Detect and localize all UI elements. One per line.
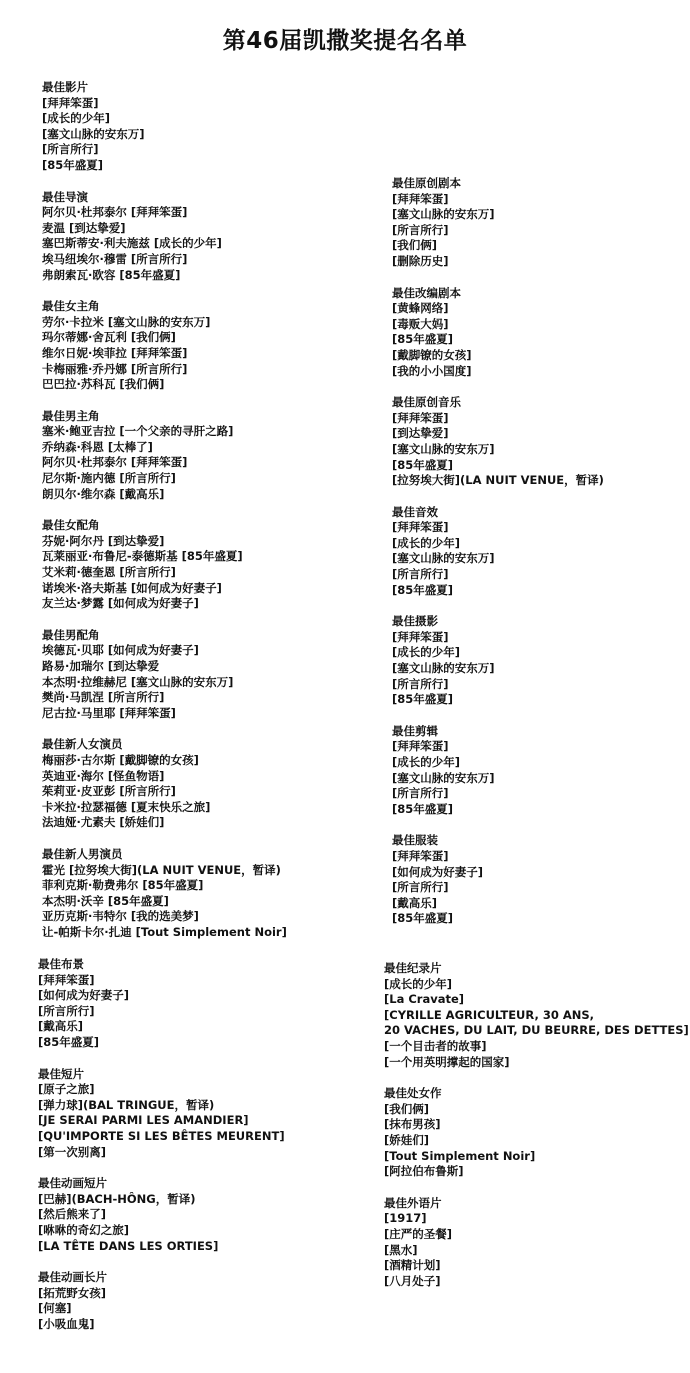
nominee-line: 茱莉亚·皮亚彭 [所言所行] <box>42 784 176 799</box>
nominee-line: [85年盛夏] <box>392 457 454 472</box>
nominee-line: 阿尔贝·杜邦泰尔 [拜拜笨蛋] <box>42 455 188 470</box>
nominee-line: 诺埃米·洛夫斯基 [如何成为好妻子] <box>42 580 222 595</box>
nominee-line: [成长的少年] <box>42 111 111 126</box>
category-title: 最佳原创音乐 <box>392 395 461 410</box>
award-category <box>392 505 604 599</box>
nominee-line: [黑水] <box>384 1242 418 1257</box>
nominee-line: [塞文山脉的安东万] <box>392 551 495 566</box>
category-title: 最佳音效 <box>392 504 438 519</box>
nominee-line: 瓦莱丽亚·布鲁尼-泰德斯基 [85年盛夏] <box>42 549 243 564</box>
nominee-line: [85年盛夏] <box>392 582 454 597</box>
nominee-line: [La Cravate] <box>384 992 465 1007</box>
nominee-line: 朗贝尔·维尔森 [戴高乐] <box>42 486 165 501</box>
category-title: 最佳改编剧本 <box>392 285 461 300</box>
award-category <box>38 1176 285 1254</box>
nominee-line: 艾米莉·德奎恩 [所言所行] <box>42 565 176 580</box>
nominee-line: [85年盛夏] <box>392 911 454 926</box>
nominee-line: [拜拜笨蛋] <box>392 191 449 206</box>
category-title: 最佳纪录片 <box>384 961 442 975</box>
nominee-line: [小吸血鬼] <box>38 1316 95 1331</box>
nominee-line: 樊尚·马凯涅 [所言所行] <box>42 690 165 705</box>
nominee-line: [所言所行] <box>392 567 449 582</box>
nominee-line: [戴脚镣的女孩] <box>392 347 472 362</box>
category-title: 最佳剪辑 <box>392 723 438 738</box>
category-title: 最佳女配角 <box>42 518 100 533</box>
category-title: 最佳新人男演员 <box>42 846 123 861</box>
nominee-line: [我们俩] <box>384 1101 430 1116</box>
award-category <box>38 957 285 1051</box>
nominee-line: [娇娃们] <box>384 1132 430 1147</box>
nominee-line: 阿尔贝·杜邦泰尔 [拜拜笨蛋] <box>42 205 188 220</box>
nominee-line: [塞文山脉的安东万] <box>392 770 495 785</box>
award-category <box>42 80 287 174</box>
award-category <box>42 299 287 393</box>
nominee-line: [所言所行] <box>392 786 449 801</box>
nominee-line: [戴高乐] <box>38 1019 84 1034</box>
nominee-line: [戴高乐] <box>392 895 438 910</box>
nominee-line: 让-帕斯卡尔·扎迪 [Tout Simplement Noir] <box>42 924 287 939</box>
nominee-line: [删除历史] <box>392 253 449 268</box>
nominee-line: [我的小小国度] <box>392 363 472 378</box>
category-title: 最佳服装 <box>392 833 438 848</box>
award-category <box>384 961 689 1070</box>
nominee-line: 本杰明·沃辛 [85年盛夏] <box>42 893 169 908</box>
nominee-line: [黄蜂网络] <box>392 301 449 316</box>
nominee-line: [Tout Simplement Noir] <box>384 1148 536 1163</box>
award-category <box>38 1067 285 1161</box>
nominee-line: [拜拜笨蛋] <box>392 629 449 644</box>
category-title: 最佳男主角 <box>42 408 100 423</box>
award-category <box>392 286 604 380</box>
nominee-line: [阿拉伯布鲁斯] <box>384 1164 464 1179</box>
nominee-line: 尼古拉·马里耶 [拜拜笨蛋] <box>42 705 176 720</box>
nominee-line: [抹布男孩] <box>384 1117 441 1132</box>
nominee-line: [拜拜笨蛋] <box>42 95 99 110</box>
award-category <box>392 176 604 270</box>
nominee-line: 玛尔蒂娜·舍瓦利 [我们俩] <box>42 330 176 345</box>
nominee-line: [85年盛夏] <box>392 332 454 347</box>
column-left-top <box>42 80 287 957</box>
nominee-line: [如何成为好妻子] <box>392 864 484 879</box>
award-category <box>42 628 287 722</box>
nominee-line: [一个目击者的故事] <box>384 1038 487 1053</box>
nominee-line: [拉努埃大街](LA NUIT VENUE，暂译) <box>392 473 604 488</box>
award-category <box>42 190 287 284</box>
column-right-bottom <box>384 961 689 1305</box>
nominee-line: 梅丽莎·古尔斯 [戴脚镣的女孩] <box>42 752 199 767</box>
nominee-line: [所言所行] <box>392 676 449 691</box>
category-title: 最佳新人女演员 <box>42 737 123 752</box>
nominee-line: [拜拜笨蛋] <box>392 520 449 535</box>
category-title: 最佳动画短片 <box>38 1176 107 1191</box>
nominee-line: [第一次别离] <box>38 1144 107 1159</box>
award-category <box>392 395 604 489</box>
nominee-line: [CYRILLE AGRICULTEUR, 30 ANS, <box>384 1007 595 1022</box>
award-category <box>42 847 287 941</box>
category-title: 最佳原创剧本 <box>392 176 461 190</box>
nominee-line: [到达挚爱] <box>392 426 449 441</box>
nominee-line: [85年盛夏] <box>392 801 454 816</box>
award-category <box>42 737 287 831</box>
nominee-line: [何塞] <box>38 1301 72 1316</box>
category-title: 最佳男配角 <box>42 627 100 642</box>
nominee-line: [JE SERAI PARMI LES AMANDIER] <box>38 1113 249 1128</box>
category-title: 最佳动画长片 <box>38 1270 107 1285</box>
category-title: 最佳女主角 <box>42 299 100 314</box>
award-category <box>38 1270 285 1332</box>
nominee-line: [拜拜笨蛋] <box>392 848 449 863</box>
nominee-line: 劳尔·卡拉米 [塞文山脉的安东万] <box>42 314 211 329</box>
nominee-line: 塞巴斯蒂安·利夫施兹 [成长的少年] <box>42 236 222 251</box>
nominee-line: 路易·加瑞尔 [到达挚爱 <box>42 659 160 673</box>
nominee-line: 亚历克斯·韦特尔 [我的选美梦] <box>42 909 199 924</box>
award-category <box>42 518 287 612</box>
award-category <box>392 614 604 708</box>
nominee-line: [拜拜笨蛋] <box>38 972 95 987</box>
award-category <box>384 1086 689 1180</box>
nominee-line: [塞文山脉的安东万] <box>392 661 495 676</box>
nominee-line: [酒精计划] <box>384 1258 441 1273</box>
category-title: 最佳布景 <box>38 957 84 971</box>
award-category <box>384 1196 689 1290</box>
nominee-line: 塞米·鲍亚吉拉 [一个父亲的寻肝之路] <box>42 424 234 439</box>
nominee-line: [塞文山脉的安东万] <box>392 207 495 222</box>
nominee-line: [拜拜笨蛋] <box>392 739 449 754</box>
nominee-line: [如何成为好妻子] <box>38 988 130 1003</box>
nominee-line: [85年盛夏] <box>38 1034 100 1049</box>
award-category <box>392 724 604 818</box>
nominee-line: [弹力球](BAL TRINGUE，暂译) <box>38 1097 215 1112</box>
nominee-line: 麦温 [到达挚爱] <box>42 220 126 235</box>
nominee-line: 巴巴拉·苏科瓦 [我们俩] <box>42 377 165 392</box>
page-title: 第46届凯撒奖提名名单 <box>222 28 468 54</box>
nominee-line: [拓荒野女孩] <box>38 1285 107 1300</box>
nominee-line: 英迪亚·海尔 [怪鱼物语] <box>42 768 165 783</box>
nominee-line: [然后熊来了] <box>38 1207 107 1222</box>
nominee-line: 霍光 [拉努埃大街](LA NUIT VENUE，暂译) <box>42 862 281 877</box>
nominee-line: [拜拜笨蛋] <box>392 410 449 425</box>
nominee-line: 卡米拉·拉瑟福德 [夏末快乐之旅] <box>42 799 211 814</box>
nominee-line: 芬妮·阿尔丹 [到达挚爱] <box>42 533 165 548</box>
nominee-line: [一个用英明撑起的国家] <box>384 1054 510 1069</box>
award-category <box>392 833 604 927</box>
nominee-line: [85年盛夏] <box>42 157 104 172</box>
category-title: 最佳处女作 <box>384 1086 442 1101</box>
nominee-line: 埃德瓦·贝耶 [如何成为好妻子] <box>42 643 199 658</box>
nominee-line: [成长的少年] <box>384 976 453 991</box>
category-title: 最佳短片 <box>38 1066 84 1081</box>
category-title: 最佳影片 <box>42 80 88 94</box>
nominee-line: [所言所行] <box>392 222 449 237</box>
nominee-line: 本杰明·拉维赫尼 [塞文山脉的安东万] <box>42 674 234 689</box>
nominee-line: 埃马纽埃尔·穆雷 [所言所行] <box>42 251 188 266</box>
column-left-bottom <box>38 957 285 1348</box>
award-category <box>42 409 287 503</box>
nominee-line: [塞文山脉的安东万] <box>42 126 145 141</box>
nominee-line: [所言所行] <box>42 142 99 157</box>
nominee-line: [QU'IMPORTE SI LES BÊTES MEURENT] <box>38 1128 285 1143</box>
column-right-top <box>392 176 604 943</box>
nominee-line: 友兰达·梦露 [如何成为好妻子] <box>42 596 199 611</box>
nominee-line: [我们俩] <box>392 238 438 253</box>
category-title: 最佳摄影 <box>392 614 438 629</box>
nominee-line: [成长的少年] <box>392 535 461 550</box>
nominee-line: [所言所行] <box>38 1003 95 1018</box>
nominee-line: [成长的少年] <box>392 645 461 660</box>
nominee-line: 卡梅丽雅·乔丹娜 [所言所行] <box>42 361 188 376</box>
nominee-line: 乔纳森·科恩 [太棒了] <box>42 439 153 454</box>
category-title: 最佳外语片 <box>384 1195 442 1210</box>
nominee-line: [成长的少年] <box>392 755 461 769</box>
nominee-line: [塞文山脉的安东万] <box>392 441 495 456</box>
nominee-line: [庄严的圣餐] <box>384 1226 453 1241</box>
nominee-line: [1917] <box>384 1211 427 1226</box>
nominee-line: 弗朗索瓦·欧容 [85年盛夏] <box>42 267 181 282</box>
nominee-line: 20 VACHES, DU LAIT, DU BEURRE, DES DETTES] <box>384 1023 689 1038</box>
nominee-line: 维尔日妮·埃菲拉 [拜拜笨蛋] <box>42 345 188 360</box>
nominee-line: [咻咻的奇幻之旅] <box>38 1222 130 1237</box>
nominee-line: [原子之旅] <box>38 1082 95 1097</box>
nominee-line: [八月处子] <box>384 1273 441 1288</box>
nominee-line: [巴赫](BACH-HÔNG，暂译) <box>38 1191 196 1206</box>
nominee-line: 尼尔斯·施内德 [所言所行] <box>42 471 176 486</box>
nominee-line: 菲利克斯·勒费弗尔 [85年盛夏] <box>42 878 204 893</box>
category-title: 最佳导演 <box>42 189 88 204</box>
nominee-line: 法迪娅·尤素夫 [娇娃们] <box>42 815 165 830</box>
nominee-line: [毒贩大妈] <box>392 316 449 331</box>
nominee-line: [LA TÊTE DANS LES ORTIES] <box>38 1238 219 1253</box>
nominee-line: [所言所行] <box>392 880 449 895</box>
nominee-line: [85年盛夏] <box>392 692 454 707</box>
